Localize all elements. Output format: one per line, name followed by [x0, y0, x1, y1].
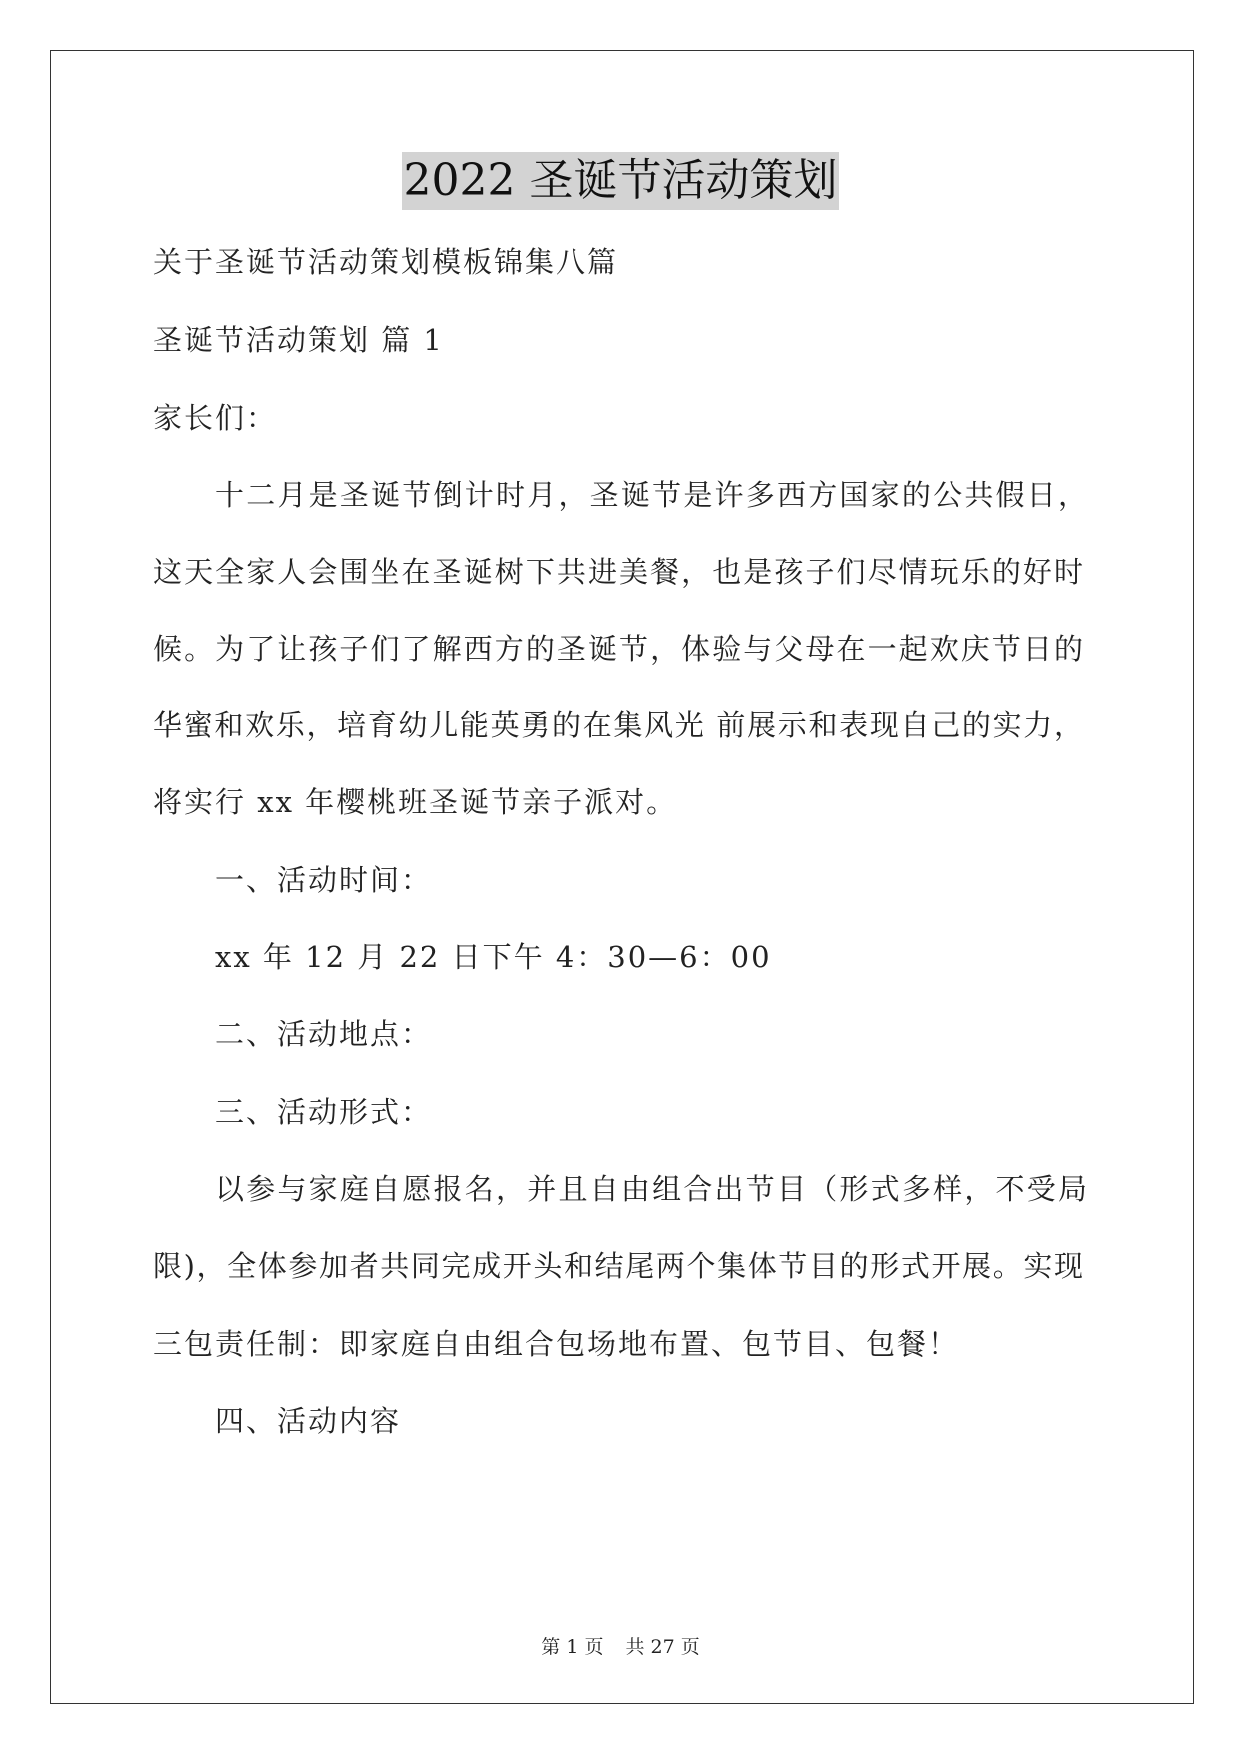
page-footer — [0, 1632, 1241, 1659]
page-total: 共 27 页 — [625, 1636, 700, 1658]
list-heading: 二、活动地点： — [215, 1017, 433, 1051]
list-heading: 四、活动内容 — [215, 1404, 402, 1438]
paragraph-line: 将实行 xx 年樱桃班圣诞节亲子派对。 — [153, 785, 678, 819]
paragraph-line: 华蜜和欢乐，培育幼儿能英勇的在集风光 前展示和表现自己的实力， — [153, 708, 1083, 742]
paragraph-line: 三包责任制：即家庭自由组合包场地布置、包节目、包餐！ — [153, 1327, 960, 1361]
paragraph-line: 这天全家人会围坐在圣诞树下共进美餐，也是孩子们尽情玩乐的好时 — [153, 555, 1083, 589]
list-heading: 三、活动形式： — [215, 1095, 433, 1129]
page-number: 第 1 页 — [541, 1636, 604, 1658]
paragraph-line: 以参与家庭自愿报名，并且自由组合出节目（形式多样，不受局 — [215, 1172, 1087, 1206]
event-time: xx 年 12 月 22 日下午 4：30—6：00 — [215, 940, 772, 974]
paragraph-line: 十二月是圣诞节倒计时月，圣诞节是许多西方国家的公共假日， — [215, 478, 1087, 512]
subtitle-line: 关于圣诞节活动策划模板锦集八篇 — [153, 245, 619, 279]
paragraph-line: 限)，全体参加者共同完成开头和结尾两个集体节目的形式开展。实现 — [153, 1249, 1083, 1283]
salutation: 家长们： — [153, 401, 278, 435]
title-container — [0, 152, 1241, 210]
paragraph-line: 候。为了让孩子们了解西方的圣诞节，体验与父母在一起欢庆节日的 — [153, 632, 1083, 666]
list-heading: 一、活动时间： — [215, 863, 433, 897]
document-title: 2022 圣诞节活动策划 — [402, 152, 840, 210]
section-heading: 圣诞节活动策划 篇 1 — [153, 323, 444, 357]
